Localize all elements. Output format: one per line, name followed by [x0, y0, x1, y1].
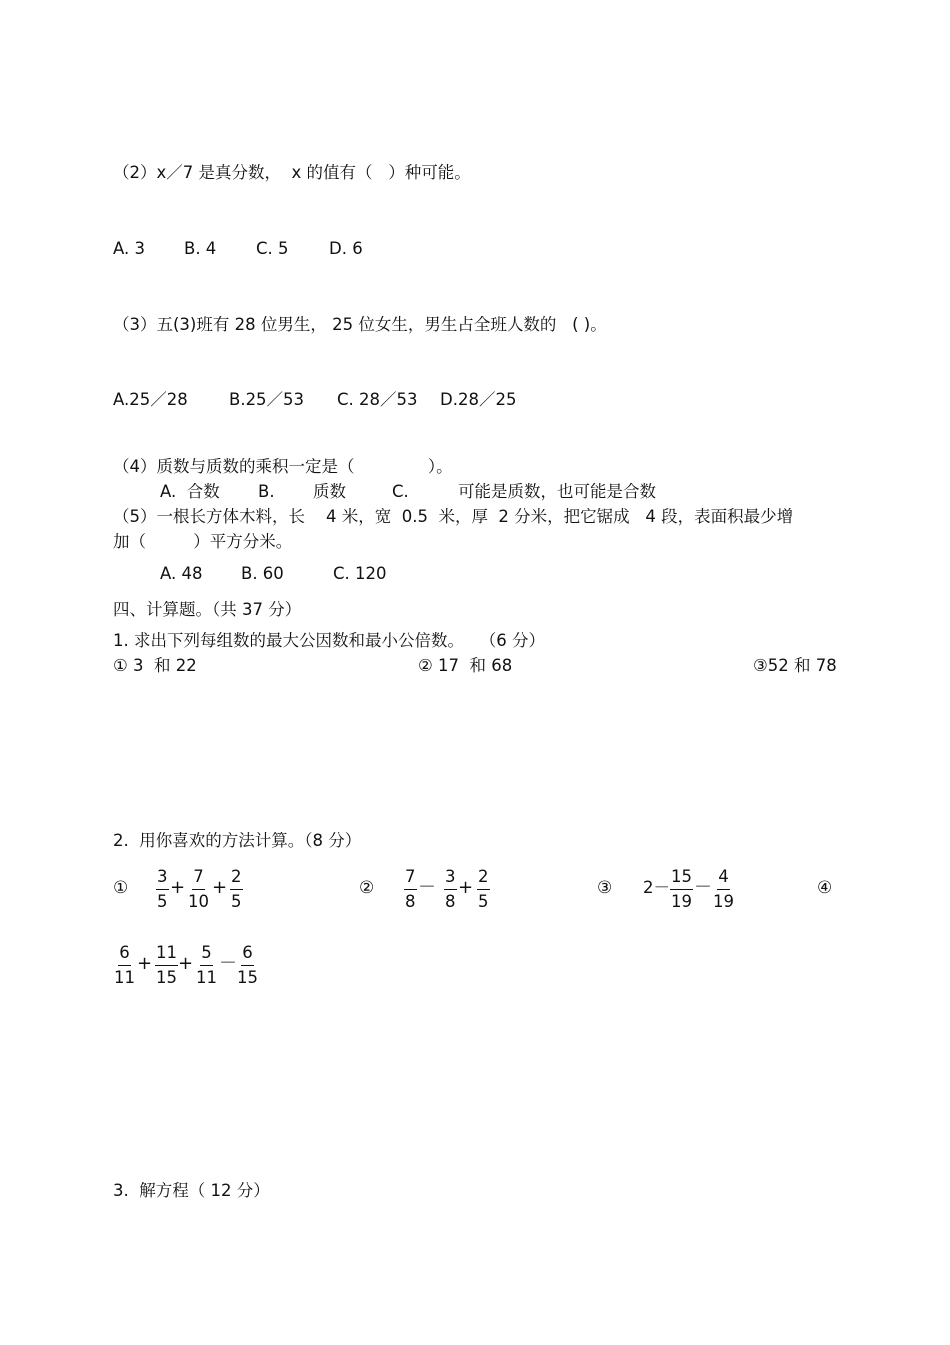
expr-4-op-3: －: [219, 953, 237, 974]
expr-2-op-2: +: [458, 877, 474, 898]
expr-2-fraction-1: [404, 867, 417, 912]
question-4-stem: （4）质数与质数的乘积一定是（ ）。: [113, 457, 453, 476]
expr-4-op-2: +: [178, 953, 194, 974]
expr-3-marker: ③: [597, 878, 613, 898]
expr-3-fraction-1: [670, 867, 693, 912]
numerator: 4: [717, 867, 730, 890]
expr-4-fraction-4: [237, 943, 258, 988]
denominator: 15: [237, 968, 258, 987]
question-3-stem: （3）五(3)班有 28 位男生， 25 位女生，男生占全班人数的 ( )。: [113, 315, 607, 334]
numerator: 3: [444, 867, 457, 890]
expr-4-marker: ④: [817, 878, 833, 898]
denominator: 5: [157, 892, 168, 911]
q2-option-d: D. 6: [329, 239, 363, 258]
denominator: 15: [156, 968, 177, 987]
q2-option-c: C. 5: [256, 239, 289, 258]
expr-4-fraction-3: [196, 943, 217, 988]
numerator: 15: [670, 867, 693, 890]
numerator: 6: [118, 943, 131, 966]
q3-option-c: C. 28／53: [337, 390, 418, 409]
problem-1-item-3: ③52 和 78: [753, 656, 837, 675]
numerator: 5: [200, 943, 213, 966]
problem-1-title: 1. 求出下列每组数的最大公因数和最小公倍数。 （6 分）: [113, 631, 545, 650]
expr-2-fraction-2: [444, 867, 457, 912]
numerator: 2: [230, 867, 243, 890]
q5-option-c: C. 120: [333, 564, 387, 583]
expr-3-fraction-2: [713, 867, 734, 912]
numerator: 2: [477, 867, 490, 890]
q4-option-a: A. 合数: [160, 482, 220, 501]
denominator: 11: [196, 968, 217, 987]
expr-3-op-1: －: [694, 877, 712, 898]
denominator: 10: [188, 892, 209, 911]
numerator: 6: [241, 943, 254, 966]
problem-3-title: 3. 解方程（ 12 分）: [113, 1181, 270, 1200]
numerator: 7: [404, 867, 417, 890]
expr-2-marker: ②: [359, 878, 375, 898]
question-2-stem: （2）x／7 是真分数， x 的值有（ ）种可能。: [113, 163, 471, 182]
q3-option-a: A.25／28: [113, 390, 188, 409]
expr-3-lead: 2－: [643, 878, 670, 897]
q3-option-d: D.28／25: [440, 390, 517, 409]
q4-option-b-letter: B.: [258, 482, 275, 501]
expr-1-op-1: +: [170, 877, 186, 898]
denominator: 5: [478, 892, 489, 911]
expr-1-fraction-2: [188, 867, 209, 912]
expr-4-fraction-1: [114, 943, 135, 988]
question-5-stem-line1: （5）一根长方体木料，长 4 米，宽 0.5 米，厚 2 分米，把它锯成 4 段，表面积最少增: [113, 507, 794, 526]
problem-1-item-1: ① 3 和 22: [113, 656, 197, 675]
q5-option-a: A. 48: [160, 564, 203, 583]
denominator: 19: [671, 892, 692, 911]
problem-2-title: 2. 用你喜欢的方法计算。（8 分）: [113, 831, 362, 850]
expr-2-fraction-3: [477, 867, 490, 912]
denominator: 19: [713, 892, 734, 911]
numerator: 7: [192, 867, 205, 890]
expr-4-fraction-2: [155, 943, 178, 988]
denominator: 8: [405, 892, 416, 911]
numerator: 11: [155, 943, 178, 966]
q5-option-b: B. 60: [241, 564, 284, 583]
q2-option-b: B. 4: [184, 239, 217, 258]
q4-option-c-letter: C.: [392, 482, 409, 501]
q3-option-b: B.25／53: [229, 390, 305, 409]
q4-option-c-text: 可能是质数，也可能是合数: [458, 482, 656, 501]
expr-4-op-1: +: [137, 953, 153, 974]
question-5-stem-line2: 加（ ）平方分米。: [113, 532, 293, 551]
q2-option-a: A. 3: [113, 239, 145, 258]
expr-1-fraction-3: [230, 867, 243, 912]
expr-1-op-2: +: [212, 877, 228, 898]
expr-2-op-1: －: [418, 877, 436, 898]
q4-option-b-text: 质数: [313, 482, 346, 501]
problem-1-item-2: ② 17 和 68: [418, 656, 513, 675]
section-4-title: 四、计算题。（共 37 分）: [113, 600, 302, 619]
denominator: 11: [114, 968, 135, 987]
expr-1-marker: ①: [113, 878, 129, 898]
denominator: 5: [231, 892, 242, 911]
denominator: 8: [445, 892, 456, 911]
expr-1-fraction-1: [156, 867, 169, 912]
numerator: 3: [156, 867, 169, 890]
